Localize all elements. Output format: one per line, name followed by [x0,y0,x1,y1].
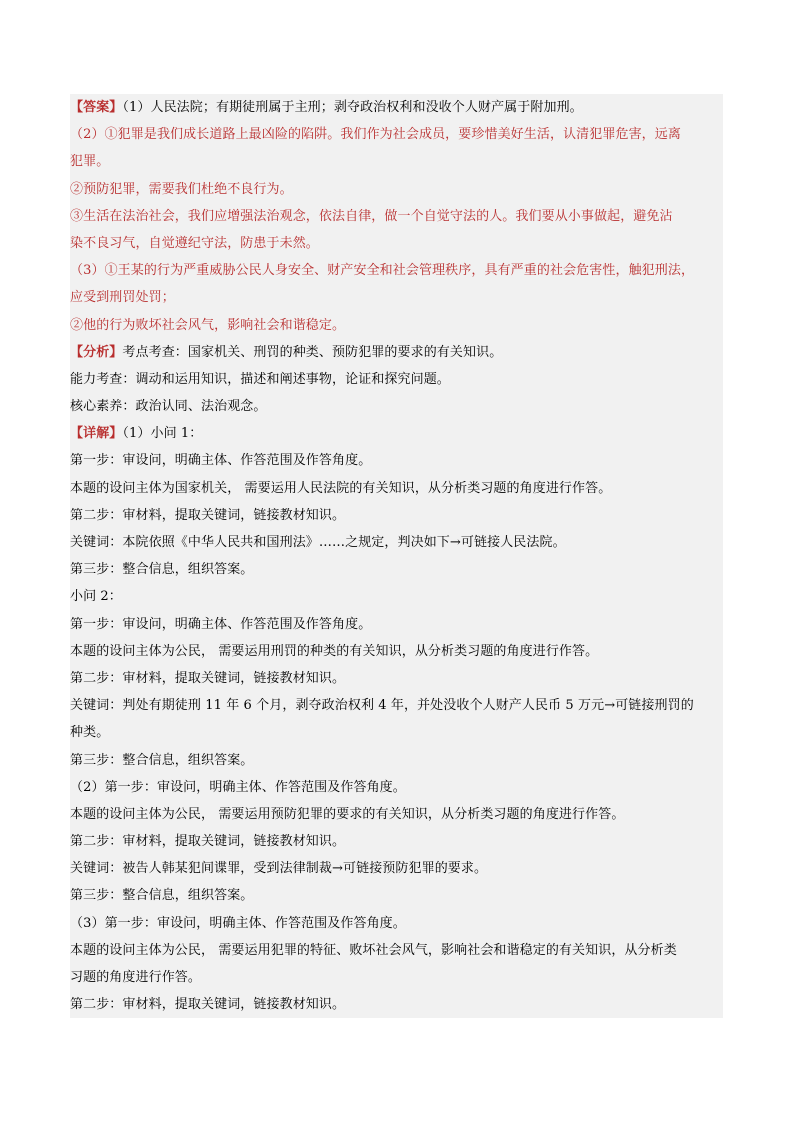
answer-q2-point-2: ②预防犯罪，需要我们杜绝不良行为。 [70,176,723,203]
detail-q1s2-keyword-line-1: 关键词：判处有期徒刑 11 年 6 个月，剥夺政治权利 4 年，并处没收个人财产人民币 5 万元→可链接刑罚的 [70,692,723,719]
answer-q2-line-2: 犯罪。 [70,148,723,175]
detail-q1s2-step1: 第一步：审设问，明确主体、作答范围及作答角度。 [70,611,723,638]
detail-line [70,420,723,447]
answer-q3-line-2: 应受到刑罚处罚； [70,284,723,311]
detail-q1s2-step2: 第二步：审材料，提取关键词，链接教材知识。 [70,665,723,692]
detail-q1s2-step3: 第三步：整合信息，组织答案。 [70,747,723,774]
answer-line-1 [70,94,723,121]
answer-tag: 【答案】 [70,100,123,115]
detail-q2-keyword: 关键词：被告人韩某犯间谍罪，受到法律制裁→可链接预防犯罪的要求。 [70,855,723,882]
detail-q1s1-keyword: 关键词：本院依照《中华人民共和国刑法》……之规定，判决如下→可链接人民法院。 [70,529,723,556]
analysis-literacy: 核心素养：政治认同、法治观念。 [70,393,723,420]
detail-q1-head: （1）小问 1： [122,426,203,442]
detail-q1s1-step1: 第一步：审设问，明确主体、作答范围及作答角度。 [70,447,723,474]
answer-q3-line-1: （3）①王某的行为严重威胁公民人身安全、财产安全和社会管理秩序，具有严重的社会危害性，触犯刑法， [70,257,723,284]
analysis-line [70,339,723,366]
detail-q3-step2: 第二步：审材料，提取关键词，链接教材知识。 [70,991,723,1018]
answer-q2-point-3-line-1: ③生活在法治社会，我们应增强法治观念，依法自律，做一个自觉守法的人。我们要从小事做起，避免沾 [70,203,723,230]
detail-q1s1-step3: 第三步：整合信息，组织答案。 [70,556,723,583]
detail-q2-step2: 第二步：审材料，提取关键词，链接教材知识。 [70,828,723,855]
detail-q3-subject-line-2: 习题的角度进行作答。 [70,964,723,991]
answer-q1: （1）人民法院；有期徒刑属于主刑；剥夺政治权利和没收个人财产属于附加刑。 [122,100,583,115]
detail-q2-step1: （2）第一步：审设问，明确主体、作答范围及作答角度。 [70,774,723,801]
detail-q1s1-subject: 本题的设问主体为国家机关， 需要运用人民法院的有关知识，从分析类习题的角度进行作答。 [70,475,723,502]
answer-q2-point-3-line-2: 染不良习气，自觉遵纪守法，防患于未然。 [70,230,723,257]
detail-tag: 【详解】 [70,426,123,442]
detail-q1s1-step2: 第二步：审材料，提取关键词，链接教材知识。 [70,502,723,529]
answer-q2-line-1: （2）①犯罪是我们成长道路上最凶险的陷阱。我们作为社会成员，要珍惜美好生活，认清犯罪危害，远离 [70,121,723,148]
document-body [70,94,723,1018]
detail-q1s2-subject: 本题的设问主体为公民， 需要运用刑罚的种类的有关知识，从分析类习题的角度进行作答。 [70,638,723,665]
detail-q3-subject-line-1: 本题的设问主体为公民， 需要运用犯罪的特征、败坏社会风气，影响社会和谐稳定的有关知识，从分析类 [70,937,723,964]
answer-q3-point-2: ②他的行为败坏社会风气，影响社会和谐稳定。 [70,312,723,339]
analysis-tag: 【分析】 [70,344,123,360]
detail-q2-step3: 第三步：整合信息，组织答案。 [70,882,723,909]
analysis-text: 考点考查：国家机关、刑罚的种类、预防犯罪的要求的有关知识。 [122,344,503,360]
analysis-ability: 能力考查：调动和运用知识，描述和阐述事物，论证和探究问题。 [70,366,723,393]
detail-q1s2-keyword-line-2: 种类。 [70,719,723,746]
detail-q1s2-head: 小问 2： [70,583,723,610]
detail-q3-step1: （3）第一步：审设问，明确主体、作答范围及作答角度。 [70,910,723,937]
detail-q2-subject: 本题的设问主体为公民， 需要运用预防犯罪的要求的有关知识，从分析类习题的角度进行作答。 [70,801,723,828]
